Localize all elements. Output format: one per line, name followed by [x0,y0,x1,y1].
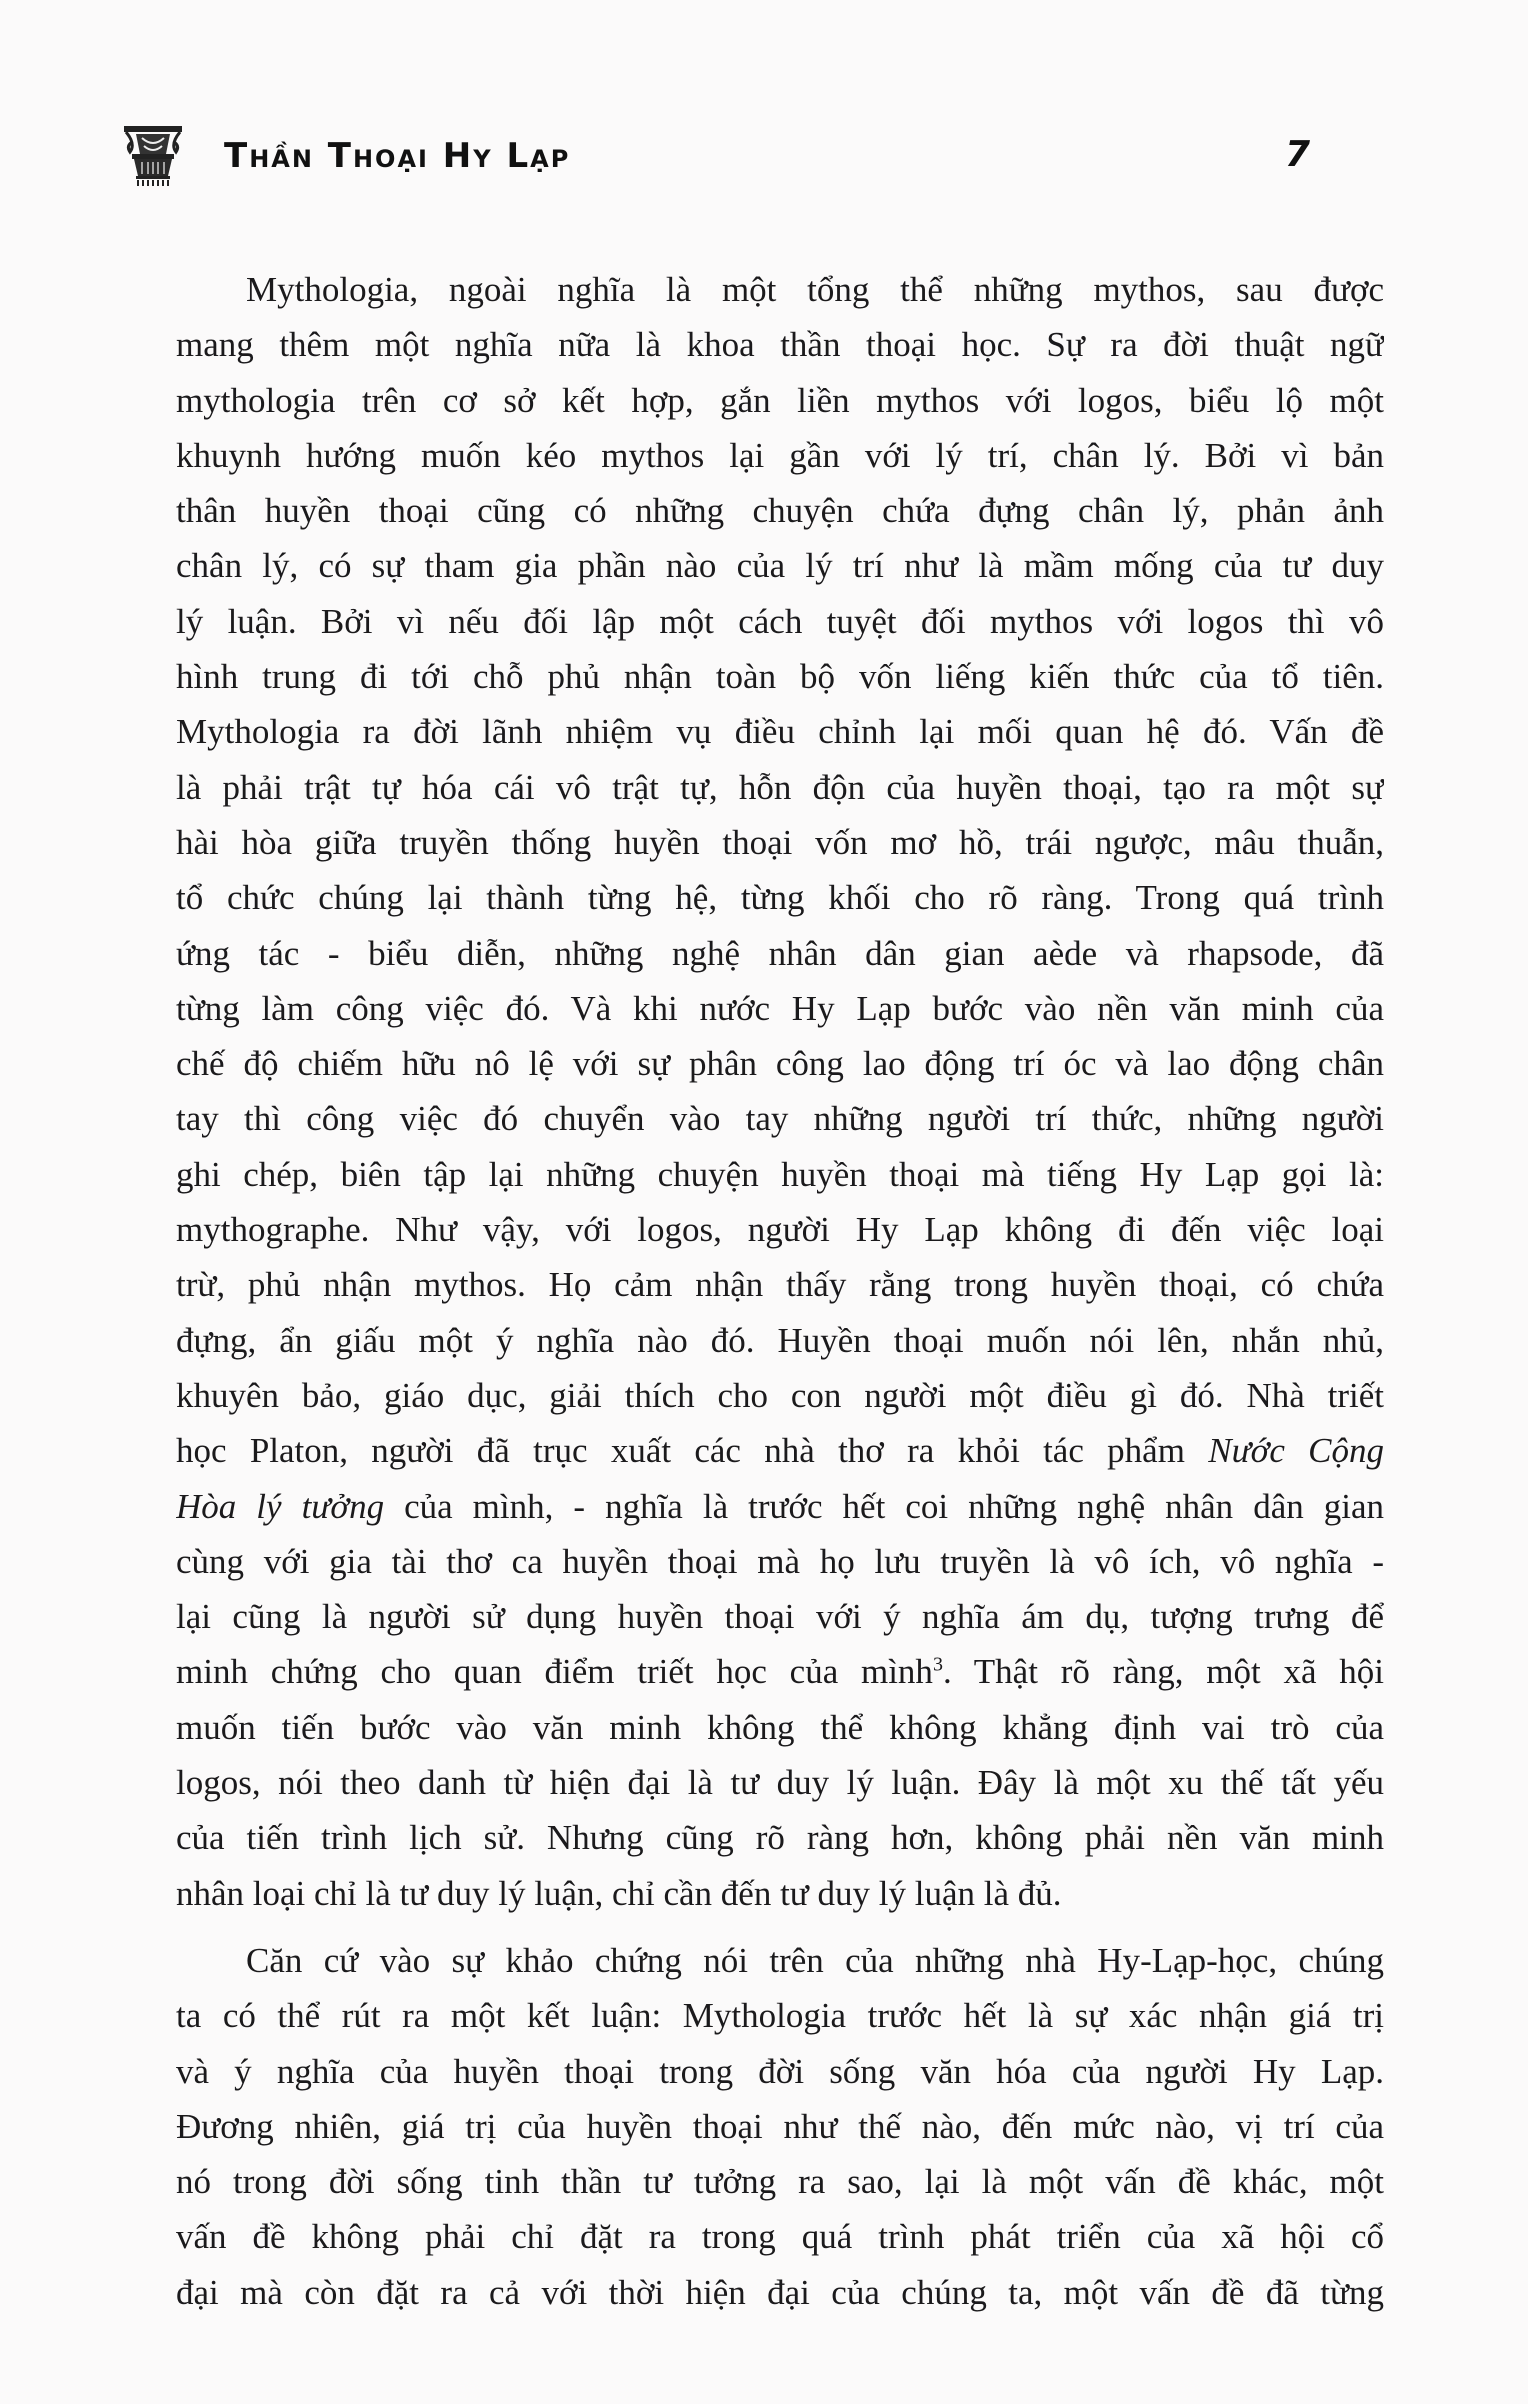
text-line [176,1479,1384,1534]
text-line [176,1810,1384,1865]
text-line [176,1091,1384,1146]
text-segment: tay thì công việc đó chuyển vào tay những người trí thức, những người [176,1099,1384,1139]
text-line [176,2209,1384,2264]
text-line [176,981,1384,1036]
text-segment: thân huyền thoại cũng có những chuyện chứa đựng chân lý, phản ảnh [176,491,1384,531]
text-segment: mythographe. Như vậy, với logos, người Hy Lạp không đi đến việc loại [176,1210,1384,1250]
text-line [176,317,1384,372]
text-segment: lại cũng là người sử dụng huyền thoại với ý nghĩa ám dụ, tượng trưng để [176,1597,1384,1637]
italic-title: Nước Cộng [1208,1431,1384,1471]
text-line [176,1644,1384,1699]
text-segment: khuyên bảo, giáo dục, giải thích cho con người một điều gì đó. Nhà triết [176,1375,1384,1415]
text-segment: học Platon, người đã trục xuất các nhà thơ ra khỏi tác phẩm [176,1431,1209,1471]
text-segment: mythologia trên cơ sở kết hợp, gắn liền mythos với logos, biểu lộ một [176,380,1384,420]
text-line [176,2099,1384,2154]
text-line [176,1147,1384,1202]
text-line [176,373,1384,428]
text-segment: Mythologia ra đời lãnh nhiệm vụ điều chỉnh lại mối quan hệ đó. Vấn đề [176,712,1384,752]
text-segment: trừ, phủ nhận mythos. Họ cảm nhận thấy rằng trong huyền thoại, có chứa [176,1265,1384,1305]
text-segment: chân lý, có sự tham gia phần nào của lý trí như là mầm mống của tư duy [176,546,1384,586]
text-segment: . Thật rõ ràng, một xã hội [942,1652,1384,1692]
italic-title: Hòa lý tưởng [176,1486,385,1526]
text-line [176,1755,1384,1810]
text-line [176,870,1384,925]
text-line [176,1589,1384,1644]
paragraph [176,1933,1384,2320]
text-segment: hài hòa giữa truyền thống huyền thoại vốn mơ hồ, trái ngược, mâu thuẫn, [176,822,1384,862]
text-line [176,594,1384,649]
text-line [176,2154,1384,2209]
text-segment: của tiến trình lịch sử. Nhưng cũng rõ ràng hơn, không phải nền văn minh [176,1818,1384,1858]
text-line [176,1534,1384,1589]
page-number: 7 [1285,134,1311,175]
text-segment: là phải trật tự hóa cái vô trật tự, hỗn độn của huyền thoại, tạo ra một sự [176,767,1384,807]
text-segment: ghi chép, biên tập lại những chuyện huyền thoại mà tiếng Hy Lạp gọi là: [176,1154,1384,1194]
footnote-marker: 3 [932,1653,943,1676]
text-segment: minh chứng cho quan điểm triết học của mình [176,1652,933,1692]
text-line [176,2044,1384,2099]
text-line [176,926,1384,981]
text-segment: ta có thể rút ra một kết luận: Mythologia trước hết là sự xác nhận giá trị [176,1996,1384,2036]
text-line [176,1933,1384,1988]
text-line [176,1368,1384,1423]
text-line [176,1313,1384,1368]
text-line [176,1202,1384,1257]
text-segment: nhân loại chỉ là tư duy lý luận, chỉ cần đến tư duy lý luận là đủ. [176,1873,1062,1913]
text-line [176,483,1384,538]
text-segment: của mình, - nghĩa là trước hết coi những nghệ nhân dân gian [384,1486,1384,1526]
text-line [176,815,1384,870]
text-segment: đại mà còn đặt ra cả với thời hiện đại của chúng ta, một vấn đề đã từng [176,2272,1384,2312]
text-line [176,428,1384,483]
text-line [176,1700,1384,1755]
text-segment: Căn cứ vào sự khảo chứng nói trên của những nhà Hy-Lạp-học, chúng [246,1940,1384,1980]
text-segment: chế độ chiếm hữu nô lệ với sự phân công lao động trí óc và lao động chân [176,1044,1384,1084]
text-segment: mang thêm một nghĩa nữa là khoa thần thoại học. Sự ra đời thuật ngữ [176,325,1384,365]
text-segment: và ý nghĩa của huyền thoại trong đời sống văn hóa của người Hy Lạp. [176,2051,1384,2091]
text-segment: đựng, ẩn giấu một ý nghĩa nào đó. Huyền thoại muốn nói lên, nhắn nhủ, [176,1320,1384,1360]
text-segment: vấn đề không phải chỉ đặt ra trong quá trình phát triển của xã hội cổ [176,2217,1384,2257]
text-line [176,1866,1384,1921]
text-segment: Đương nhiên, giá trị của huyền thoại như thế nào, đến mức nào, vị trí của [176,2106,1384,2146]
text-segment: cùng với gia tài thơ ca huyền thoại mà họ lưu truyền là vô ích, vô nghĩa - [176,1541,1384,1581]
running-header-title: Thần Thoại Hy Lạp [224,136,571,176]
text-segment: muốn tiến bước vào văn minh không thể không khẳng định vai trò của [176,1707,1384,1747]
body-text [176,262,1384,2320]
text-line [176,760,1384,815]
text-segment: nó trong đời sống tinh thần tư tưởng ra sao, lại là một vấn đề khác, một [176,2162,1384,2202]
text-segment: tổ chức chúng lại thành từng hệ, từng khối cho rõ ràng. Trong quá trình [176,878,1384,918]
text-line [176,262,1384,317]
text-line [176,649,1384,704]
text-line [176,704,1384,759]
text-segment: Mythologia, ngoài nghĩa là một tổng thể những mythos, sau được [246,270,1384,309]
text-line [176,2265,1384,2320]
text-segment: hình trung đi tới chỗ phủ nhận toàn bộ vốn liếng kiến thức của tổ tiên. [176,657,1384,697]
text-line [176,1036,1384,1091]
text-line [176,1988,1384,2043]
text-line [176,538,1384,593]
text-line [176,1257,1384,1312]
text-segment: khuynh hướng muốn kéo mythos lại gần với lý trí, chân lý. Bởi vì bản [176,435,1384,475]
text-segment: từng làm công việc đó. Và khi nước Hy Lạp bước vào nền văn minh của [176,988,1384,1028]
text-line [176,1423,1384,1478]
text-segment: logos, nói theo danh từ hiện đại là tư duy lý luận. Đây là một xu thế tất yếu [176,1763,1384,1803]
corinthian-column-capital-icon [122,124,184,188]
text-segment: lý luận. Bởi vì nếu đối lập một cách tuyệt đối mythos với logos thì vô [176,601,1384,641]
text-segment: ứng tác - biểu diễn, những nghệ nhân dân gian aède và rhapsode, đã [176,933,1384,973]
paragraph [176,262,1384,1921]
